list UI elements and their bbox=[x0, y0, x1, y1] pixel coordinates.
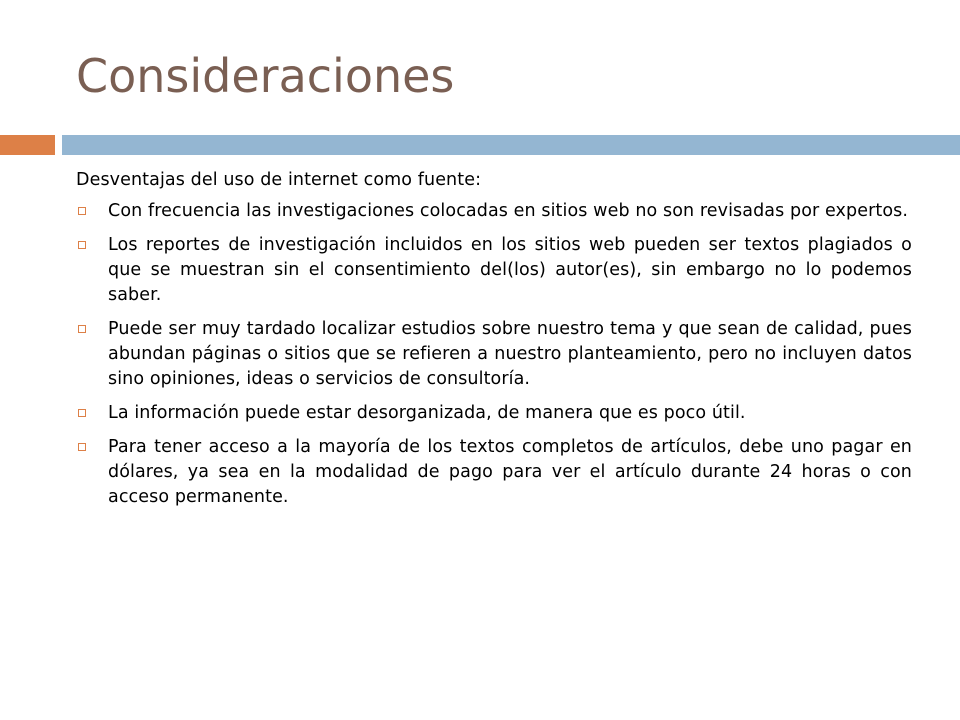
accent-bar-blue bbox=[62, 135, 960, 155]
list-item-text: Para tener acceso a la mayoría de los textos completos de artículos, debe uno pagar en dólares, ya sea en la modalidad de pago para ver el artículo durante 24 horas o con acceso permanente. bbox=[108, 437, 912, 507]
slide-body bbox=[76, 168, 912, 519]
bullet-list bbox=[76, 199, 912, 510]
square-bullet-icon bbox=[78, 241, 86, 249]
slide-title: Consideraciones bbox=[76, 49, 455, 103]
list-item bbox=[76, 199, 912, 224]
intro-text: Desventajas del uso de internet como fuente: bbox=[76, 170, 482, 190]
list-item-text: La información puede estar desorganizada, de manera que es poco útil. bbox=[108, 403, 746, 423]
list-item-text: Puede ser muy tardado localizar estudios sobre nuestro tema y que sean de calidad, pues abundan páginas o sitios que se refieren a nuestro planteamiento, pero no incluyen datos sino opiniones, ideas o servicios de consultoría. bbox=[108, 319, 912, 389]
square-bullet-icon bbox=[78, 443, 86, 451]
square-bullet-icon bbox=[78, 409, 86, 417]
list-item-text: Con frecuencia las investigaciones colocadas en sitios web no son revisadas por expertos. bbox=[108, 201, 909, 221]
list-item bbox=[76, 435, 912, 510]
square-bullet-icon bbox=[78, 325, 86, 333]
list-item bbox=[76, 401, 912, 426]
list-item bbox=[76, 317, 912, 392]
list-item bbox=[76, 233, 912, 308]
square-bullet-icon bbox=[78, 207, 86, 215]
accent-bar-orange bbox=[0, 135, 55, 155]
list-item-text: Los reportes de investigación incluidos en los sitios web pueden ser textos plagiados o que se muestran sin el consentimiento del(los) autor(es), sin embargo no lo podemos saber. bbox=[108, 235, 912, 305]
